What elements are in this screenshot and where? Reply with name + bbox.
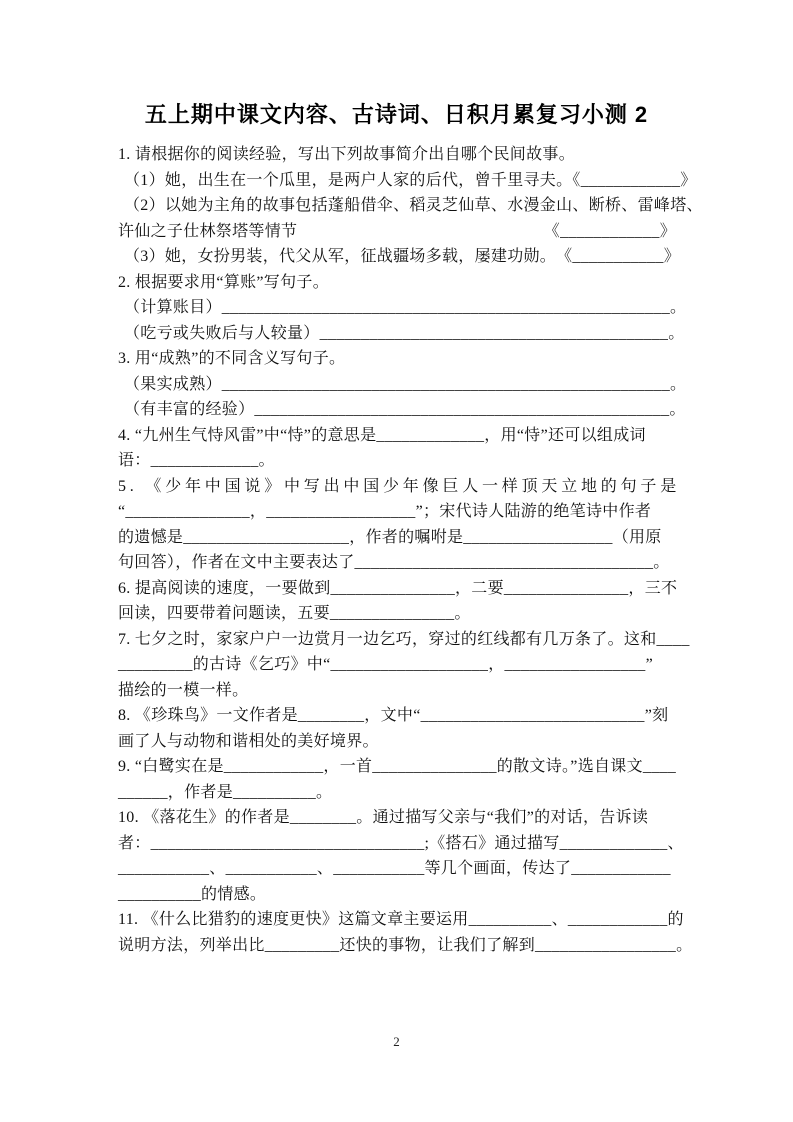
question-5: 5. 《少年中国说》中写出中国少年像巨人一样顶天立地的句子是 bbox=[118, 477, 681, 495]
question-10-cont-3: __________的情感。 bbox=[118, 885, 267, 903]
question-5-cont-2: 的遗憾是____________________，作者的嘱咐是__________________（用原 bbox=[118, 528, 662, 546]
question-9-cont: ______，作者是__________。 bbox=[118, 783, 333, 801]
question-8: 8. 《珍珠鸟》一文作者是________，文中“___________________________”刻 bbox=[118, 707, 669, 724]
question-6: 6. 提高阅读的速度，一要做到_______________，二要_______________，三不 bbox=[118, 579, 678, 597]
question-1-item-2-cont-text: 许仙之子仕林祭塔等情节 bbox=[118, 222, 298, 240]
question-6-cont: 回读，四要带着问题读，五要_______________。 bbox=[118, 605, 471, 622]
question-4: 4. “九州生气恃风雷”中“恃”的意思是_____________，用“恃”还可以组成词 bbox=[118, 426, 646, 444]
question-1-item-2-cont bbox=[118, 219, 676, 245]
question-1-item-2-answer-bracket: 《____________》 bbox=[543, 222, 676, 240]
question-11-cont: 说明方法，列举出比_________还快的事物，让我们了解到_________________。 bbox=[118, 936, 693, 954]
question-5-cont-1: “_______________，__________________”；宋代诗人陆游的绝笔诗中作者 bbox=[118, 503, 652, 520]
question-3: 3. 用“成熟”的不同含义写句子。 bbox=[118, 350, 346, 367]
question-11: 11. 《什么比猎豹的速度更快》这篇文章主要运用__________、____________的 bbox=[118, 911, 684, 928]
question-3-blank-2: （有丰富的经验）__________________________________________________。 bbox=[124, 401, 686, 418]
question-7-cont-2: 描绘的一模一样。 bbox=[118, 681, 249, 699]
page-title: 五上期中课文内容、古诗词、日积月累复习小测 2 bbox=[144, 102, 649, 127]
question-10-cont-2: ___________、___________、___________等几个画面，传达了____________ bbox=[118, 860, 671, 877]
question-8-cont: 画了人与动物和谐相处的美好境界。 bbox=[118, 732, 379, 750]
question-2-blank-2: （吃亏或失败后与人较量）__________________________________________。 bbox=[124, 324, 685, 342]
question-1-item-3-text: （3）她，女扮男装，代父从军，征战疆场多载，屡建功勋。 bbox=[124, 248, 557, 265]
question-4-cont: 语：_____________。 bbox=[118, 452, 275, 469]
question-1-item-3 bbox=[118, 244, 681, 270]
question-10-cont-1: 者：_________________________________;《搭石》通过描写_____________、 bbox=[118, 834, 684, 852]
question-9: 9. “白鹭实在是____________，一首_______________的散文诗。”选自课文____ bbox=[118, 758, 677, 775]
question-1-item-2: （2）以她为主角的故事包括蓬船借伞、稻灵芝仙草、水漫金山、断桥、雷峰塔、 bbox=[124, 197, 703, 214]
question-5-cont-3: 句回答），作者在文中主要表达了____________________________________。 bbox=[118, 554, 670, 571]
document-body bbox=[118, 142, 703, 958]
question-1-item-3-answer-bracket: 《___________》 bbox=[556, 248, 681, 265]
page-number: 2 bbox=[393, 1034, 400, 1049]
question-7: 7. 七夕之时，家家户户一边赏月一边乞巧，穿过的红线都有几万条了。这和____ bbox=[118, 630, 690, 648]
question-3-blank-1: （果实成熟）______________________________________________________。 bbox=[124, 375, 687, 393]
question-7-cont-1: _________的古诗《乞巧》中“___________________，_________________” bbox=[118, 656, 654, 673]
question-2: 2. 根据要求用“算账”写句子。 bbox=[118, 273, 330, 291]
question-1-item-1: （1）她，出生在一个瓜里，是两户人家的后代，曾千里寻夫。《____________》 bbox=[124, 171, 697, 189]
question-1: 1. 请根据你的阅读经验，写出下列故事简介出自哪个民间故事。 bbox=[118, 146, 576, 163]
question-2-blank-1: （计算账目）______________________________________________________。 bbox=[124, 299, 687, 316]
question-10: 10. 《落花生》的作者是________。通过描写父亲与“我们”的对话，告诉读 bbox=[118, 809, 649, 826]
